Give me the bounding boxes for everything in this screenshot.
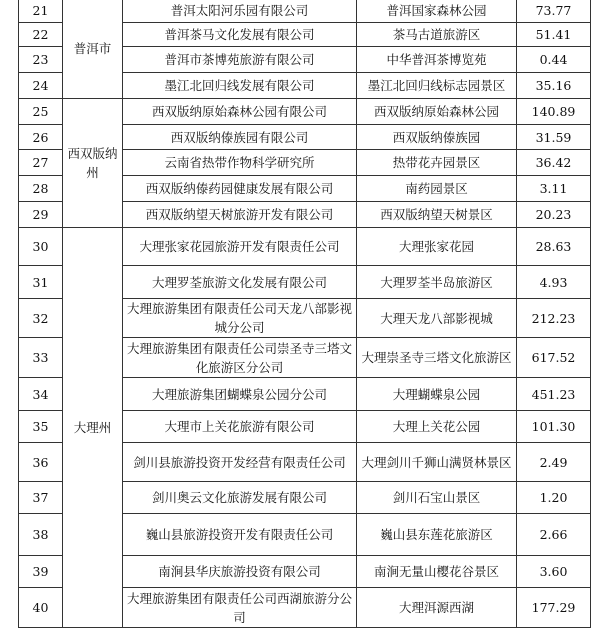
company-cell: 大理张家花园旅游开发有限责任公司 <box>123 228 357 266</box>
row-number: 22 <box>19 23 63 47</box>
scenic-cell: 茶马古道旅游区 <box>357 23 517 47</box>
row-number: 26 <box>19 125 63 150</box>
value-cell: 0.44 <box>517 47 591 73</box>
row-number: 40 <box>19 588 63 628</box>
value-cell: 3.11 <box>517 176 591 202</box>
row-number: 32 <box>19 299 63 338</box>
company-cell: 西双版纳原始森林公园有限公司 <box>123 99 357 125</box>
company-cell: 巍山县旅游投资开发有限责任公司 <box>123 514 357 556</box>
company-cell: 普洱茶马文化发展有限公司 <box>123 23 357 47</box>
company-cell: 大理旅游集团蝴蝶泉公园分公司 <box>123 378 357 411</box>
scenic-cell: 剑川石宝山景区 <box>357 482 517 514</box>
scenic-cell: 大理张家花园 <box>357 228 517 266</box>
value-cell: 73.77 <box>517 0 591 23</box>
scenic-cell: 大理崇圣寺三塔文化旅游区 <box>357 338 517 378</box>
scenic-cell: 普洱国家森林公园 <box>357 0 517 23</box>
company-cell: 大理旅游集团有限责任公司西湖旅游分公司 <box>123 588 357 628</box>
company-cell: 西双版纳傣族园有限公司 <box>123 125 357 150</box>
scenic-cell: 西双版纳原始森林公园 <box>357 99 517 125</box>
value-cell: 2.66 <box>517 514 591 556</box>
value-cell: 31.59 <box>517 125 591 150</box>
row-number: 36 <box>19 443 63 482</box>
company-cell: 普洱市茶博苑旅游有限公司 <box>123 47 357 73</box>
value-cell: 177.29 <box>517 588 591 628</box>
scenic-cell: 巍山县东莲花旅游区 <box>357 514 517 556</box>
value-cell: 36.42 <box>517 150 591 176</box>
row-number: 28 <box>19 176 63 202</box>
city-cell-dali: 大理州 <box>63 228 123 628</box>
value-cell: 617.52 <box>517 338 591 378</box>
value-cell: 35.16 <box>517 73 591 99</box>
row-number: 37 <box>19 482 63 514</box>
scenic-area-table <box>18 0 591 628</box>
row-number: 31 <box>19 266 63 299</box>
scenic-cell: 墨江北回归线标志园景区 <box>357 73 517 99</box>
value-cell: 4.93 <box>517 266 591 299</box>
company-cell: 西双版纳傣药园健康发展有限公司 <box>123 176 357 202</box>
company-cell: 南涧县华庆旅游投资有限公司 <box>123 556 357 588</box>
company-cell: 剑川奥云文化旅游发展有限公司 <box>123 482 357 514</box>
company-cell: 大理市上关花旅游有限公司 <box>123 411 357 443</box>
scenic-cell: 西双版纳傣族园 <box>357 125 517 150</box>
row-number: 24 <box>19 73 63 99</box>
row-number: 21 <box>19 0 63 23</box>
value-cell: 451.23 <box>517 378 591 411</box>
scenic-cell: 西双版纳望天树景区 <box>357 202 517 228</box>
value-cell: 51.41 <box>517 23 591 47</box>
row-number: 29 <box>19 202 63 228</box>
scenic-cell: 大理剑川千狮山满贤林景区 <box>357 443 517 482</box>
row-number: 23 <box>19 47 63 73</box>
row-number: 34 <box>19 378 63 411</box>
company-cell: 大理旅游集团有限责任公司天龙八部影视城分公司 <box>123 299 357 338</box>
scenic-cell: 热带花卉园景区 <box>357 150 517 176</box>
company-cell: 大理罗荃旅游文化发展有限公司 <box>123 266 357 299</box>
row-number: 30 <box>19 228 63 266</box>
table-row <box>19 0 591 23</box>
row-number: 39 <box>19 556 63 588</box>
company-cell: 墨江北回归线发展有限公司 <box>123 73 357 99</box>
city-cell-puer: 普洱市 <box>63 0 123 99</box>
scenic-cell: 大理上关花公园 <box>357 411 517 443</box>
value-cell: 212.23 <box>517 299 591 338</box>
row-number: 33 <box>19 338 63 378</box>
scenic-cell: 大理天龙八部影视城 <box>357 299 517 338</box>
city-cell-xishuangbanna: 西双版纳州 <box>63 99 123 228</box>
scenic-cell: 南涧无量山樱花谷景区 <box>357 556 517 588</box>
row-number: 25 <box>19 99 63 125</box>
scenic-cell: 大理蝴蝶泉公园 <box>357 378 517 411</box>
row-number: 27 <box>19 150 63 176</box>
scenic-cell: 大理罗荃半岛旅游区 <box>357 266 517 299</box>
company-cell: 西双版纳望天树旅游开发有限公司 <box>123 202 357 228</box>
scenic-cell: 中华普洱茶博览苑 <box>357 47 517 73</box>
row-number: 38 <box>19 514 63 556</box>
company-cell: 普洱太阳河乐园有限公司 <box>123 0 357 23</box>
company-cell: 大理旅游集团有限责任公司崇圣寺三塔文化旅游区分公司 <box>123 338 357 378</box>
value-cell: 3.60 <box>517 556 591 588</box>
value-cell: 1.20 <box>517 482 591 514</box>
row-number: 35 <box>19 411 63 443</box>
table-row <box>19 228 591 266</box>
scenic-cell: 大理洱源西湖 <box>357 588 517 628</box>
company-cell: 云南省热带作物科学研究所 <box>123 150 357 176</box>
value-cell: 140.89 <box>517 99 591 125</box>
table-row <box>19 99 591 125</box>
value-cell: 20.23 <box>517 202 591 228</box>
value-cell: 2.49 <box>517 443 591 482</box>
value-cell: 28.63 <box>517 228 591 266</box>
value-cell: 101.30 <box>517 411 591 443</box>
company-cell: 剑川县旅游投资开发经营有限责任公司 <box>123 443 357 482</box>
scenic-cell: 南药园景区 <box>357 176 517 202</box>
